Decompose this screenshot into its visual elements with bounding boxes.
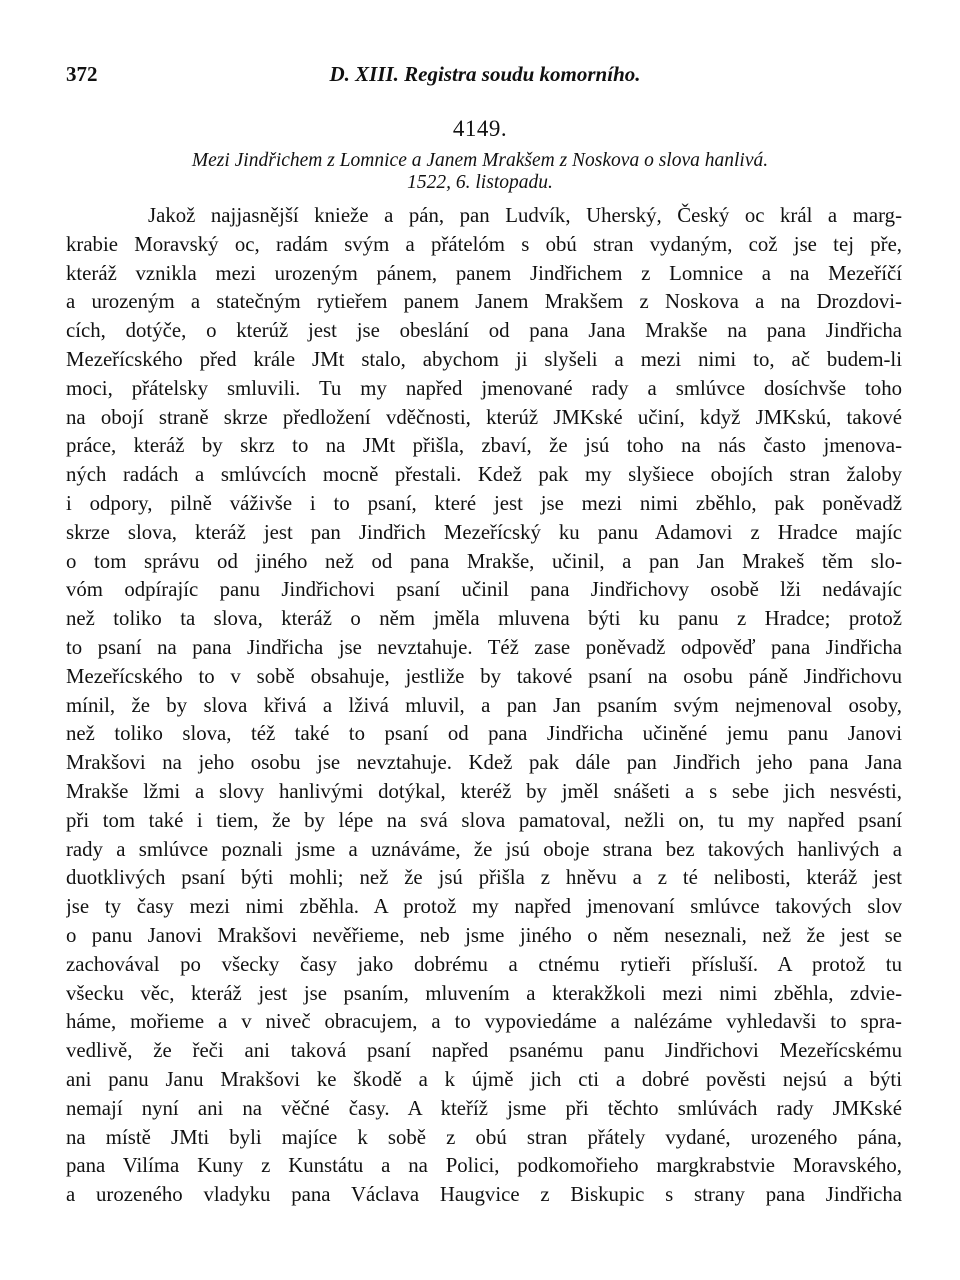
running-head: D. XIII. Registra soudu komorního. [329, 62, 641, 86]
text-line: vóm odpírajíc panu Jindřichovi psaní učinil pana Jindřichovy osobě lži nedávajíc [66, 578, 902, 602]
document-date: 1522, 6. listopadu. [407, 172, 553, 193]
document-title-line-1: Mezi Jindřichem z Lomnice a Janem Mrakšem z Noskova o slova hanlivá. [191, 150, 769, 171]
text-line: při tom také i tiem, že by lépe na svá slova pamatoval, nežli on, tu my napřed psaní [66, 808, 902, 832]
text-line: pana Vilíma Kuny z Kunstátu a na Polici, podkomořieho margkrabstvie Moravského, [66, 1154, 902, 1178]
text-line: všecku věc, kteráž jest jse psaním, mluvením a kterakžkoli mezi nimi zběhla, zdvie- [66, 981, 902, 1005]
text-line: Mrakšovi na jeho osobu jse nevztahuje. Kdež pak dále pan Jindřich jeho pana Jana [66, 751, 902, 775]
document-number: 4149. [452, 116, 508, 141]
text-line: Mezeřícského to v sobě obsahuje, jestliže by takové psaní na osobu páně Jindřichovu [66, 664, 902, 688]
text-line: o tom správu od jiného než od pana Mrakše, učinil, a pan Jan Mrakeš těm slo- [66, 549, 902, 573]
text-line: než toliko slova, též také to psaní od pana Jindřicha učiněné jemu panu Janovi [66, 722, 902, 746]
text-line: cích, dotýče, o kterúž jest jse obeslání od pana Jana Mrakše na pana Jindřicha [66, 319, 902, 343]
page-number: 372 [66, 62, 98, 86]
text-line: Mrakše lžmi a slovy hanlivými dotýkal, kteréž by jměl snášeti a s sebe jich nesvésti, [66, 779, 902, 803]
text-line: na místě JMti byli majíce k sobě z obú stran přátely vydané, urozeného pána, [66, 1125, 902, 1149]
text-line: vedlivě, že řeči ani taková psaní napřed psanému panu Jindřichovi Mezeřícskému [66, 1039, 902, 1063]
text-line: ani panu Janu Mrakšovi ke škodě a k újmě jich cti a dobré pověsti nejsú a býti [66, 1067, 902, 1091]
text-line: skrze slova, kteráž jest pan Jindřich Mezeřícský ku panu Adamovi z Hradce majíc [66, 520, 902, 544]
text-line: to psaní na pana Jindřicha jse nevztahuje. Též zase poněvadž odpověď pana Jindřicha [66, 635, 902, 659]
text-line: práce, kteráž by skrz to na JMt přišla, zbaví, že jsú toho na nás často jmenova- [66, 434, 902, 458]
text-line: moci, přátelsky smluvili. Tu my napřed jmenované rady a smlúvce dosíchvše toho [66, 376, 902, 400]
text-line: kteráž vznikla mezi urozeným pánem, panem Jindřichem z Lomnice a na Mezeříčí [66, 261, 902, 285]
text-line: mínil, že by slova křivá a lživá mluvil, a pan Jan psaním svým nejmenoval osoby, [66, 693, 902, 717]
text-line: a urozeným a statečným rytieřem panem Janem Mrakšem z Noskova a na Drozdovi- [66, 290, 902, 314]
text-line: háme, mořieme a v niveč obracujem, a to vypoviedáme a nalézáme vyhledavši to spra- [66, 1010, 902, 1034]
text-line: na obojí straně skrze předložení vděčnosti, kterúž JMKské učiní, když JMKskú, takové [66, 405, 902, 429]
text-line: i odpory, pilně váživše i to psaní, které jest jse mezi nimi zběhlo, pak poněvadž [66, 491, 902, 515]
body-text [66, 202, 902, 1210]
text-line: než toliko ta slova, kteráž o něm jměla mluvena býti ku panu z Hradce; protož [66, 607, 902, 631]
text-line: ných radách a smlúvcích mocně přestali. Kdež pak my slyšiece obojích stran žaloby [66, 463, 902, 487]
text-line: rady a smlúvce poznali jsme a uznáváme, že jsú oboje strana bez takových hanlivých a [66, 837, 902, 861]
text-line: Mezeřícského před krále JMt stalo, abychom ji slyšeli a mezi nimi to, ač budem-li [66, 347, 902, 371]
text-line: nemají nyní ani na věčné časy. A kteříž jsme při těchto smlúvách rady JMKské [66, 1096, 902, 1120]
page-header [66, 62, 904, 92]
text-line: krabie Moravský oc, radám svým a přátelóm s obú stran vydaným, což jse tej pře, [66, 232, 902, 256]
text-line: Jakož najjasnější knieže a pán, pan Ludvík, Uherský, Český oc král a marg- [148, 204, 902, 227]
text-line: o panu Janovi Mrakšovi nevěřieme, neb jsme jiného o něm neseznali, než že jest se [66, 923, 902, 947]
text-line: jse ty časy mezi nimi zběhla. A protož my napřed jmenovaní smlúvce takových slov [66, 895, 902, 919]
text-line: a urozeného vladyku pana Václava Haugvice z Biskupic s strany pana Jindřicha [66, 1183, 902, 1207]
text-line: zachovával po všecky časy jako dobrému a ctnému rytieři přísluší. A protož tu [66, 952, 902, 976]
text-line: duotklivých psaní býti mohli; než že jsú přišla z hněvu a z té nelibosti, kteráž jest [66, 866, 902, 890]
document-title [100, 150, 860, 194]
